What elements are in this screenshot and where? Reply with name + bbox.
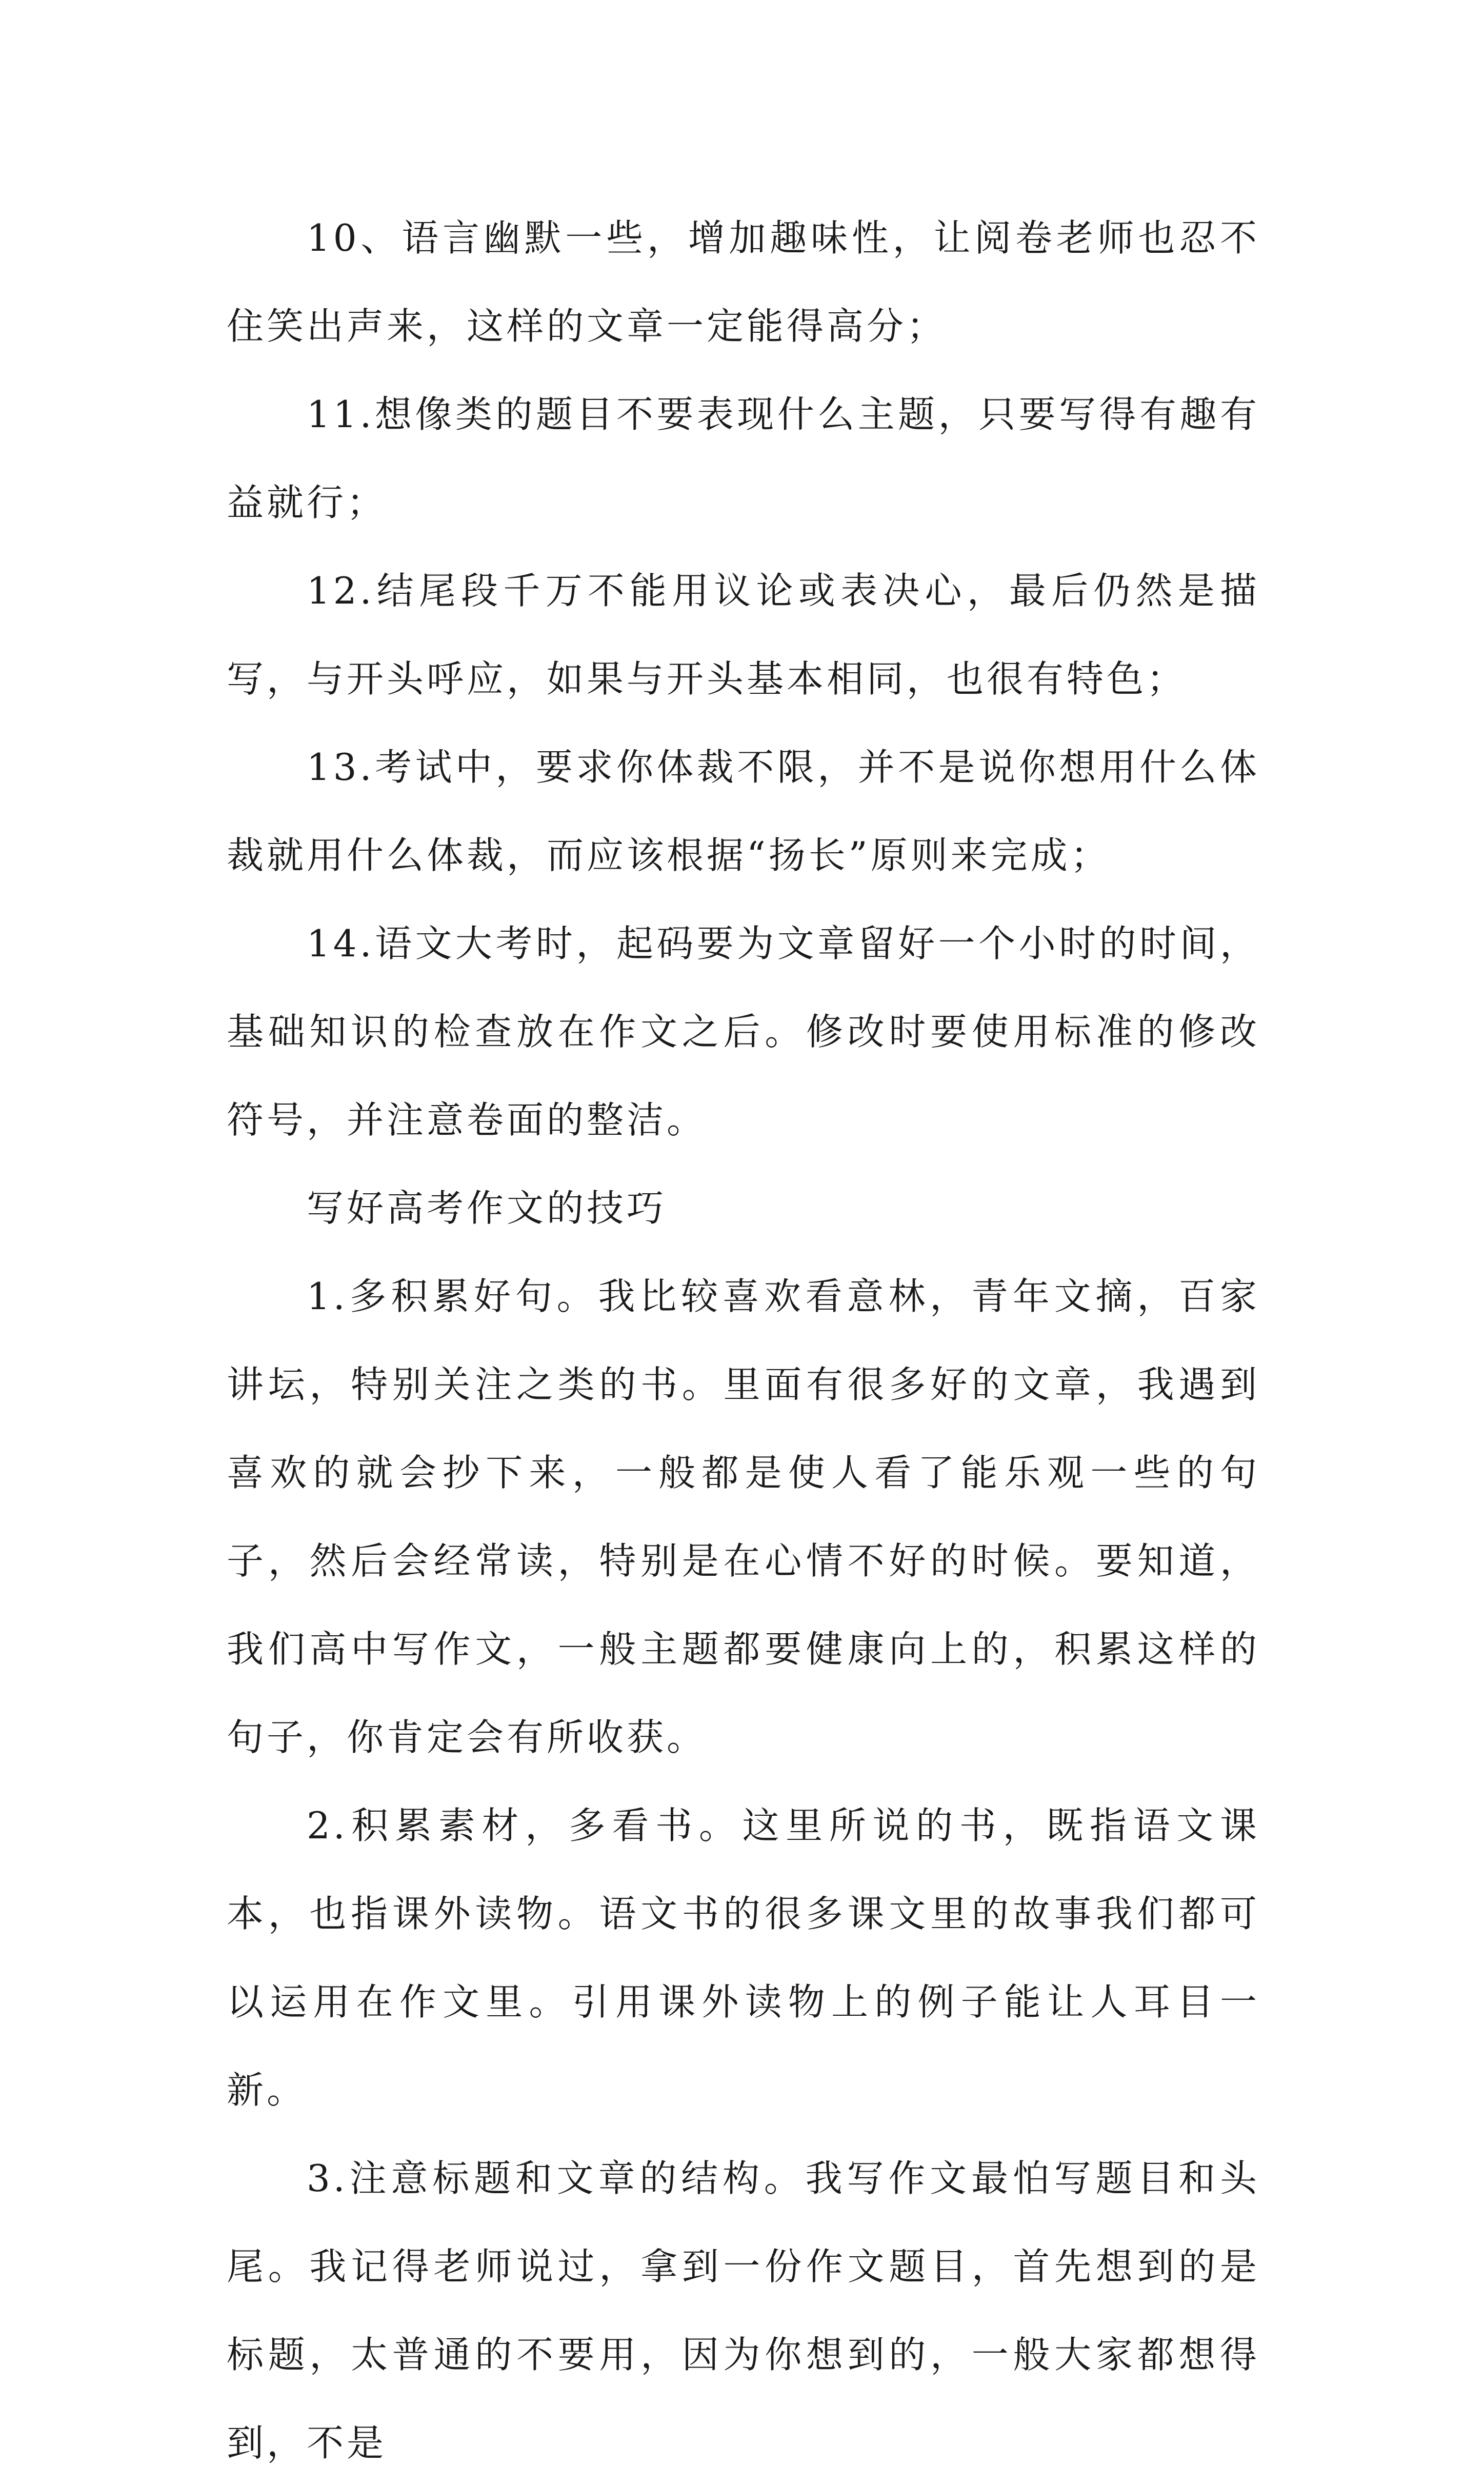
paragraph-tip-14: 14.语文大考时，起码要为文章留好一个小时的时间，基础知识的检查放在作文之后。修改时要使用标准的修改符号，并注意卷面的整洁。 [227, 922, 1260, 1141]
paragraph-tip-11: 11.想像类的题目不要表现什么主题，只要写得有趣有益就行； [227, 393, 1260, 524]
paragraph-technique-3: 3.注意标题和文章的结构。我写作文最怕写题目和头尾。我记得老师说过，拿到一份作文题目，首先想到的是标题，太普通的不要用，因为你想到的，一般大家都想得到，不是 [227, 2157, 1260, 2464]
section-heading: 写好高考作文的技巧 [307, 1187, 667, 1230]
paragraph-technique-1: 1.多积累好句。我比较喜欢看意林，青年文摘，百家讲坛，特别关注之类的书。里面有很多好的文章，我遇到喜欢的就会抄下来，一般都是使人看了能乐观一些的句子，然后会经常读，特别是在心情不好的时候。要知道，我们高中写作文，一般主题都要健康向上的，积累这样的句子，你肯定会有所收获。 [227, 1275, 1260, 1759]
paragraph-tip-10: 10、语言幽默一些，增加趣味性，让阅卷老师也忍不住笑出声来，这样的文章一定能得高分； [227, 216, 1260, 348]
paragraph-tip-12: 12.结尾段千万不能用议论或表决心，最后仍然是描写，与开头呼应，如果与开头基本相同，也很有特色； [227, 569, 1260, 700]
document-body [227, 194, 1260, 2487]
paragraph-technique-2: 2.积累素材，多看书。这里所说的书，既指语文课本，也指课外读物。语文书的很多课文里的故事我们都可以运用在作文里。引用课外读物上的例子能让人耳目一新。 [227, 1804, 1260, 2112]
paragraph-tip-13: 13.考试中，要求你体裁不限，并不是说你想用什么体裁就用什么体裁，而应该根据“扬长”原则来完成； [227, 746, 1260, 877]
